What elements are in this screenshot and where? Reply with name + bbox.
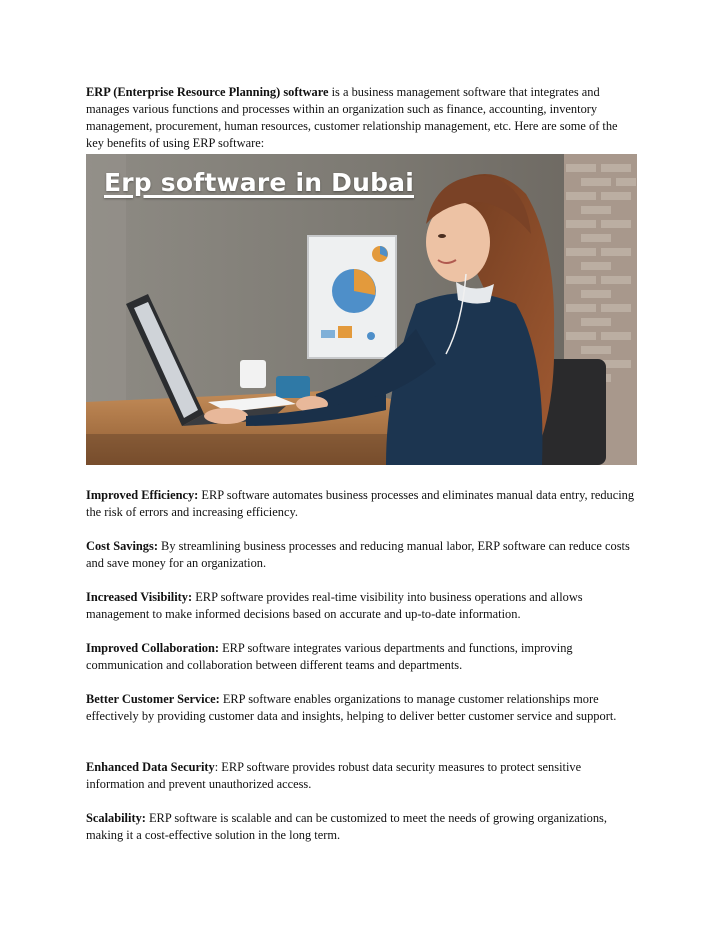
benefit-text: ERP software integrates various departments and functions, improving communication and collaboration between different teams and departments. [86, 641, 573, 672]
benefit-paragraph [86, 759, 638, 793]
benefit-title: Scalability: [86, 811, 146, 825]
intro-paragraph [86, 84, 638, 152]
hero-title: Erp software in Dubai [104, 168, 414, 197]
benefit-paragraph [86, 538, 638, 572]
benefit-text: : ERP software provides robust data security measures to protect sensitive information and prevent unauthorized access. [86, 760, 582, 791]
benefit-paragraph [86, 640, 638, 674]
benefit-text: ERP software provides real-time visibility into business operations and allows management to make informed decisions based on accurate and up-to-date information. [86, 590, 583, 621]
intro-text: is a business management software that integrates and manages various functions and processes within an organization such as finance, accounting, inventory management, procurement, human resources, customer relationship management, etc. Here are some of the key benefits of using ERP software: [86, 85, 618, 150]
benefit-paragraph [86, 691, 638, 725]
benefit-paragraph [86, 487, 638, 521]
benefit-text: ERP software is scalable and can be customized to meet the needs of growing organizations, making it a cost-effective solution in the long term. [86, 811, 607, 842]
benefit-title: Enhanced Data Security [86, 760, 215, 774]
benefit-text: ERP software enables organizations to manage customer relationships more effectively by providing customer data and insights, helping to deliver better customer service and support. [86, 692, 617, 723]
benefit-paragraph [86, 810, 638, 844]
benefit-paragraph [86, 589, 638, 623]
woman-using-laptop-icon [86, 154, 637, 465]
benefit-title: Improved Collaboration: [86, 641, 219, 655]
benefit-title: Better Customer Service: [86, 692, 220, 706]
benefit-title: Cost Savings: [86, 539, 158, 553]
hero-image [86, 154, 637, 465]
benefit-title: Increased Visibility: [86, 590, 193, 604]
benefit-text: ERP software automates business processes and eliminates manual data entry, reducing the risk of errors and increasing efficiency. [86, 488, 635, 519]
intro-lead: ERP (Enterprise Resource Planning) software [86, 85, 329, 99]
benefit-text: By streamlining business processes and reducing manual labor, ERP software can reduce costs and save money for an organization. [86, 539, 630, 570]
benefit-title: Improved Efficiency: [86, 488, 199, 502]
